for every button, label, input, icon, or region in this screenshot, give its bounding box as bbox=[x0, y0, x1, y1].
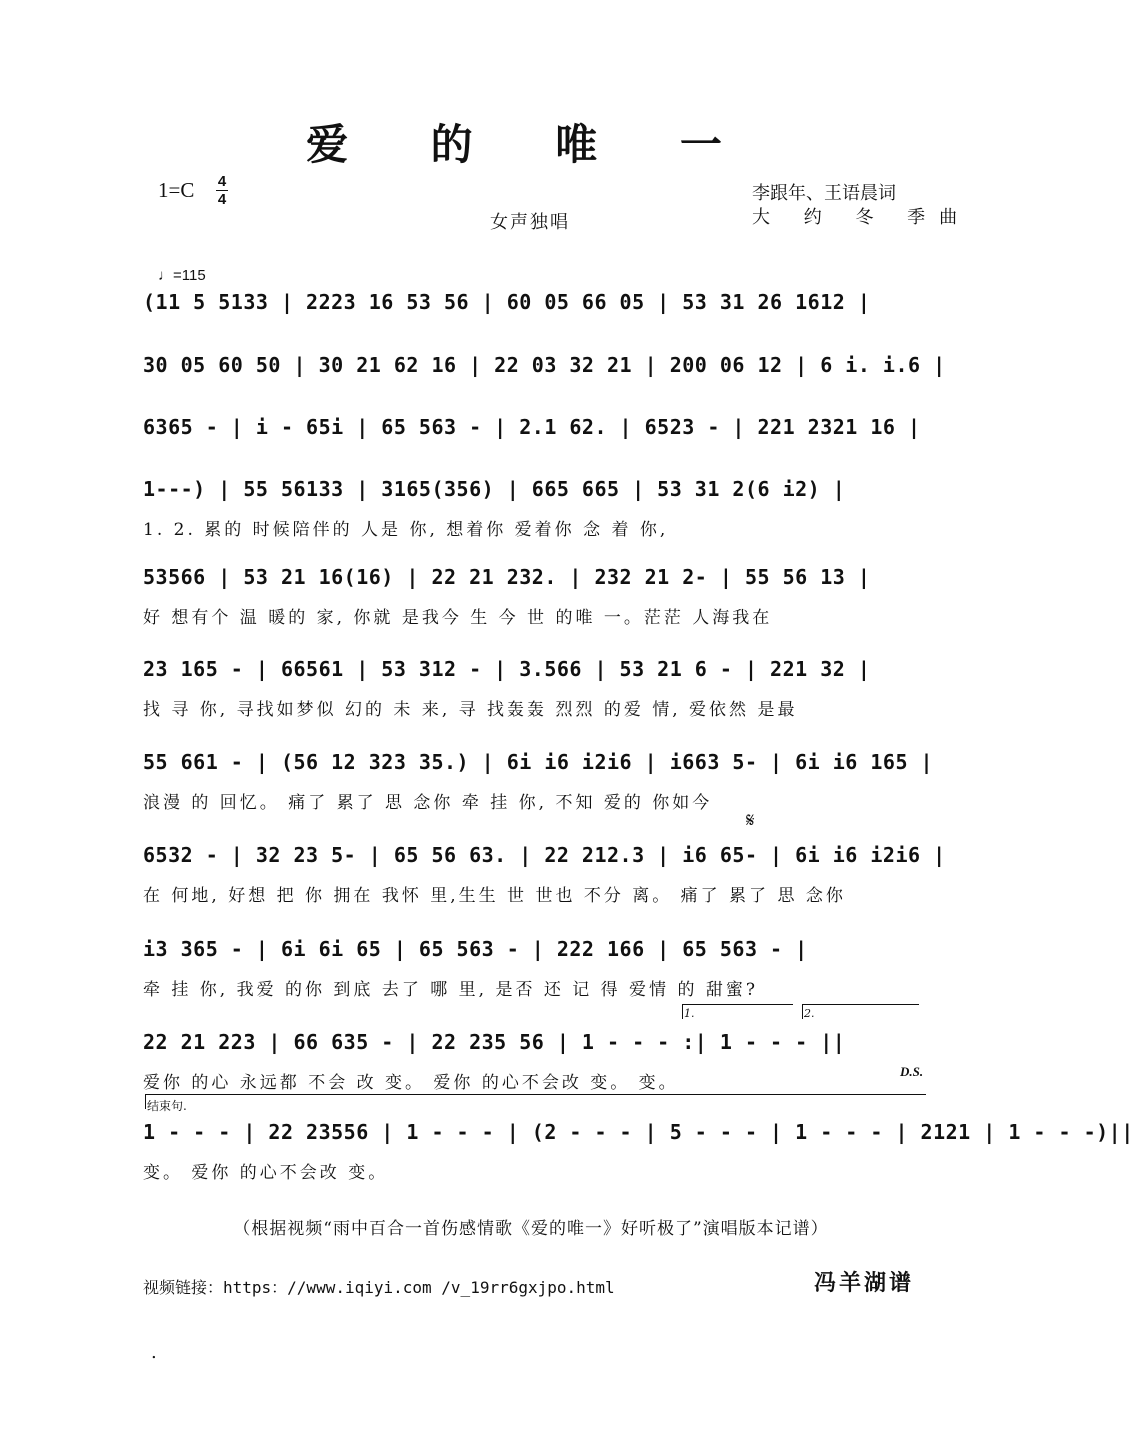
lyrics-line: 在 何地, 好想 把 你 拥在 我怀 里,生生 世 世也 不分 离。 痛了 累了 思 念你 bbox=[143, 886, 846, 906]
notation-line: 22 21 223 | 66 635 - | 22 235 56 | 1 - - - :| 1 - - - || bbox=[143, 1030, 846, 1054]
second-ending-label: 2. bbox=[804, 1007, 815, 1020]
notation-line: (11 5 5133 | 2223 16 53 56 | 60 05 66 05 | 53 31 26 1612 | bbox=[143, 290, 871, 314]
second-ending-bracket bbox=[802, 1004, 919, 1019]
page-dot: . bbox=[151, 1342, 157, 1363]
lyrics-line: 1. 2. 累的 时候陪伴的 人是 你, 想着你 爱着你 念 着 你, bbox=[143, 520, 669, 540]
notation-line: 1 - - - | 22 23556 | 1 - - - | (2 - - - | 5 - - - | 1 - - - | 2121 | 1 - - -)|| bbox=[143, 1120, 1134, 1144]
lyrics-line: 找 寻 你, 寻找如梦似 幻的 未 来, 寻 找轰轰 烈烈 的爱 情, 爱依然 是最 bbox=[143, 700, 798, 720]
song-title: 爱 的 唯 一 bbox=[306, 120, 756, 169]
coda-label: 结束句. bbox=[147, 1099, 187, 1113]
time-signature bbox=[216, 174, 228, 207]
lyrics-line: 爱你 的心 永远都 不会 改 变。 爱你 的心不会改 变。 变。 bbox=[143, 1073, 679, 1093]
notation-line: 30 05 60 50 | 30 21 62 16 | 22 03 32 21 | 200 06 12 | 6 i. i.6 | bbox=[143, 353, 946, 377]
notation-line: 53566 | 53 21 16(16) | 22 21 232. | 232 21 2- | 55 56 13 | bbox=[143, 565, 871, 589]
notation-line: 23 165 - | 66561 | 53 312 - | 3.566 | 53 21 6 - | 221 32 | bbox=[143, 657, 871, 681]
performance-type: 女声独唱 bbox=[490, 212, 570, 233]
video-link: 视频链接：https：//www.iqiyi.com /v_19rr6gxjpo.html bbox=[143, 1278, 615, 1297]
source-note: （根据视频“雨中百合一首伤感情歌《爱的唯一》好听极了”演唱版本记谱） bbox=[233, 1219, 829, 1239]
composer-credit: 大 约 冬 季曲 bbox=[752, 207, 972, 228]
lyrics-line: 牵 挂 你, 我爱 的你 到底 去了 哪 里, 是否 还 记 得 爱情 的 甜蜜? bbox=[143, 980, 758, 1000]
notation-line: 1---) | 55 56133 | 3165(356) | 665 665 | 53 31 2(6 i2) | bbox=[143, 477, 846, 501]
lyrics-line: 浪漫 的 回忆。 痛了 累了 思 念你 牵 挂 你, 不知 爱的 你如今 bbox=[143, 793, 713, 813]
lyrics-line: 好 想有个 温 暖的 家, 你就 是我今 生 今 世 的唯 一。茫茫 人海我在 bbox=[143, 608, 773, 628]
notation-line: 6532 - | 32 23 5- | 65 56 63. | 22 212.3 | i6 65- | 6i i6 i2i6 | bbox=[143, 843, 946, 867]
lyricist-credit: 李跟年、王语晨词 bbox=[752, 183, 896, 204]
time-signature-top: 4 bbox=[217, 173, 227, 190]
notation-line: i3 365 - | 6i 6i 65 | 65 563 - | 222 166 | 65 563 - | bbox=[143, 937, 808, 961]
coda-bracket bbox=[145, 1094, 926, 1109]
segno-sign: 𝄋 bbox=[746, 808, 755, 832]
dal-segno-mark: D.S. bbox=[900, 1064, 924, 1079]
tempo-marking: ♩=115 bbox=[158, 267, 206, 284]
key-signature: 1=C bbox=[158, 178, 195, 202]
notation-line: 55 661 - | (56 12 323 35.) | 6i i6 i2i6 | i663 5- | 6i i6 165 | bbox=[143, 750, 934, 774]
first-ending-bracket bbox=[682, 1004, 793, 1019]
transcriber-signature: 冯羊湖谱 bbox=[814, 1270, 915, 1296]
notation-line: 6365 - | i - 65i | 65 563 - | 2.1 62. | 6523 - | 221 2321 16 | bbox=[143, 415, 921, 439]
time-signature-bottom: 4 bbox=[217, 191, 227, 208]
first-ending-label: 1. bbox=[684, 1007, 695, 1020]
lyrics-line: 变。 爱你 的心不会改 变。 bbox=[143, 1163, 389, 1183]
